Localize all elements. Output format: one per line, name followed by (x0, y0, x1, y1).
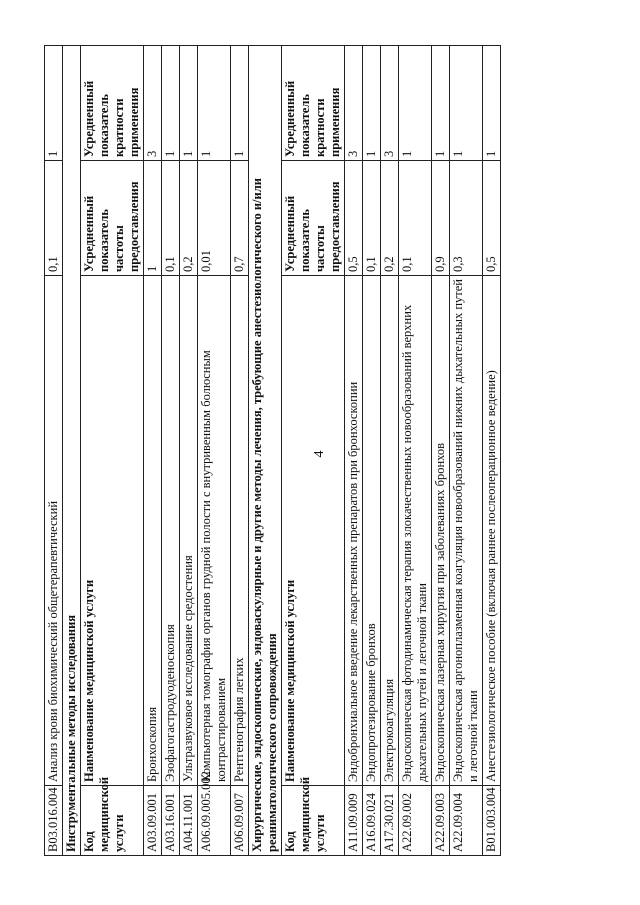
service-name: Рентгенография легких (231, 276, 249, 786)
services-table (44, 45, 501, 856)
multiplicity-value: 1 (399, 46, 432, 161)
multiplicity-value: 3 (345, 46, 363, 161)
header-row (81, 46, 144, 856)
service-code: A17.30.021 (381, 786, 399, 856)
multiplicity-value: 1 (483, 46, 501, 161)
service-code: A03.16.001 (162, 786, 180, 856)
header-frequency: Усредненный показатель частоты предоставления (282, 161, 345, 276)
service-code: B03.016.004 (45, 786, 63, 856)
table-row (144, 46, 162, 856)
frequency-value: 1 (144, 161, 162, 276)
service-code: A11.09.009 (345, 786, 363, 856)
service-code: A03.09.001 (144, 786, 162, 856)
table-row (231, 46, 249, 856)
multiplicity-value: 1 (450, 46, 483, 161)
service-name: Эндопротезирование бронхов (363, 276, 381, 786)
service-name: Анализ крови биохимический общетерапевтический (45, 276, 63, 786)
header-code: Код медицинской услуги (81, 786, 144, 856)
table-row (450, 46, 483, 856)
service-name: Эндоскопическая лазерная хирургия при заболеваниях бронхов (432, 276, 450, 786)
frequency-value: 0,7 (231, 161, 249, 276)
service-code: A04.11.001 (180, 786, 198, 856)
service-code: B01.003.004 (483, 786, 501, 856)
frequency-value: 0,5 (483, 161, 501, 276)
table-row (432, 46, 450, 856)
table-row (345, 46, 363, 856)
service-code: A22.09.004 (450, 786, 483, 856)
rotated-document-table (44, 46, 584, 856)
service-name: Эзофагогастродуоденоскопия (162, 276, 180, 786)
header-name: Наименование медицинской услуги (282, 276, 345, 786)
table-row (198, 46, 231, 856)
table-row (483, 46, 501, 856)
frequency-value: 0,1 (399, 161, 432, 276)
frequency-value: 0,5 (345, 161, 363, 276)
table-row (180, 46, 198, 856)
header-multiplicity: Усредненный показатель кратности применения (81, 46, 144, 161)
service-name: Ультразвуковое исследование средостения (180, 276, 198, 786)
frequency-value: 0,2 (180, 161, 198, 276)
table-row (399, 46, 432, 856)
frequency-value: 0,2 (381, 161, 399, 276)
multiplicity-value: 1 (162, 46, 180, 161)
service-code: A22.09.003 (432, 786, 450, 856)
multiplicity-value: 1 (231, 46, 249, 161)
header-code: Код медицинской услуги (282, 786, 345, 856)
header-frequency: Усредненный показатель частоты предоставления (81, 161, 144, 276)
service-code: A06.09.007 (231, 786, 249, 856)
multiplicity-value: 1 (363, 46, 381, 161)
section-title-row (63, 46, 81, 856)
frequency-value: 0,1 (363, 161, 381, 276)
service-name: Компьютерная томография органов грудной полости с внутривенным болюсным контрастированием (198, 276, 231, 786)
service-name: Анестезиологическое пособие (включая раннее послеоперационное ведение) (483, 276, 501, 786)
multiplicity-value: 1 (180, 46, 198, 161)
multiplicity-value: 3 (381, 46, 399, 161)
table-row (162, 46, 180, 856)
frequency-value: 0,1 (162, 161, 180, 276)
header-row (282, 46, 345, 856)
section-title: Хирургические, эндоскопические, эндоваскулярные и другие методы лечения, требующие анестезиологического и/или реаниматологического сопровождения (249, 46, 282, 856)
frequency-value: 0,3 (450, 161, 483, 276)
frequency-value: 0,9 (432, 161, 450, 276)
table-row (363, 46, 381, 856)
service-code: A16.09.024 (363, 786, 381, 856)
multiplicity-value: 1 (45, 46, 63, 161)
multiplicity-value: 1 (432, 46, 450, 161)
section-title-row (249, 46, 282, 856)
service-name: Эндобронхиальное введение лекарственных препаратов при бронхоскопии (345, 276, 363, 786)
table-row (381, 46, 399, 856)
table-row (45, 46, 63, 856)
header-name: Наименование медицинской услуги (81, 276, 144, 786)
frequency-value: 0,01 (198, 161, 231, 276)
service-name: Электрокоагуляция (381, 276, 399, 786)
service-code: A06.09.005.002 (198, 786, 231, 856)
service-name: Эндоскопическая аргоноплазменная коагуляция новообразований нижних дыхательных путей и легочной ткани (450, 276, 483, 786)
multiplicity-value: 1 (198, 46, 231, 161)
multiplicity-value: 3 (144, 46, 162, 161)
service-code: A22.09.002 (399, 786, 432, 856)
page-number: 4 (312, 450, 327, 458)
service-name: Бронхоскопия (144, 276, 162, 786)
header-multiplicity: Усредненный показатель кратности применения (282, 46, 345, 161)
service-name: Эндоскопическая фотодинамическая терапия злокачественных новообразований верхних дыхательных путей и легочной ткани (399, 276, 432, 786)
section-title: Инструментальные методы исследования (63, 46, 81, 856)
frequency-value: 0,1 (45, 161, 63, 276)
